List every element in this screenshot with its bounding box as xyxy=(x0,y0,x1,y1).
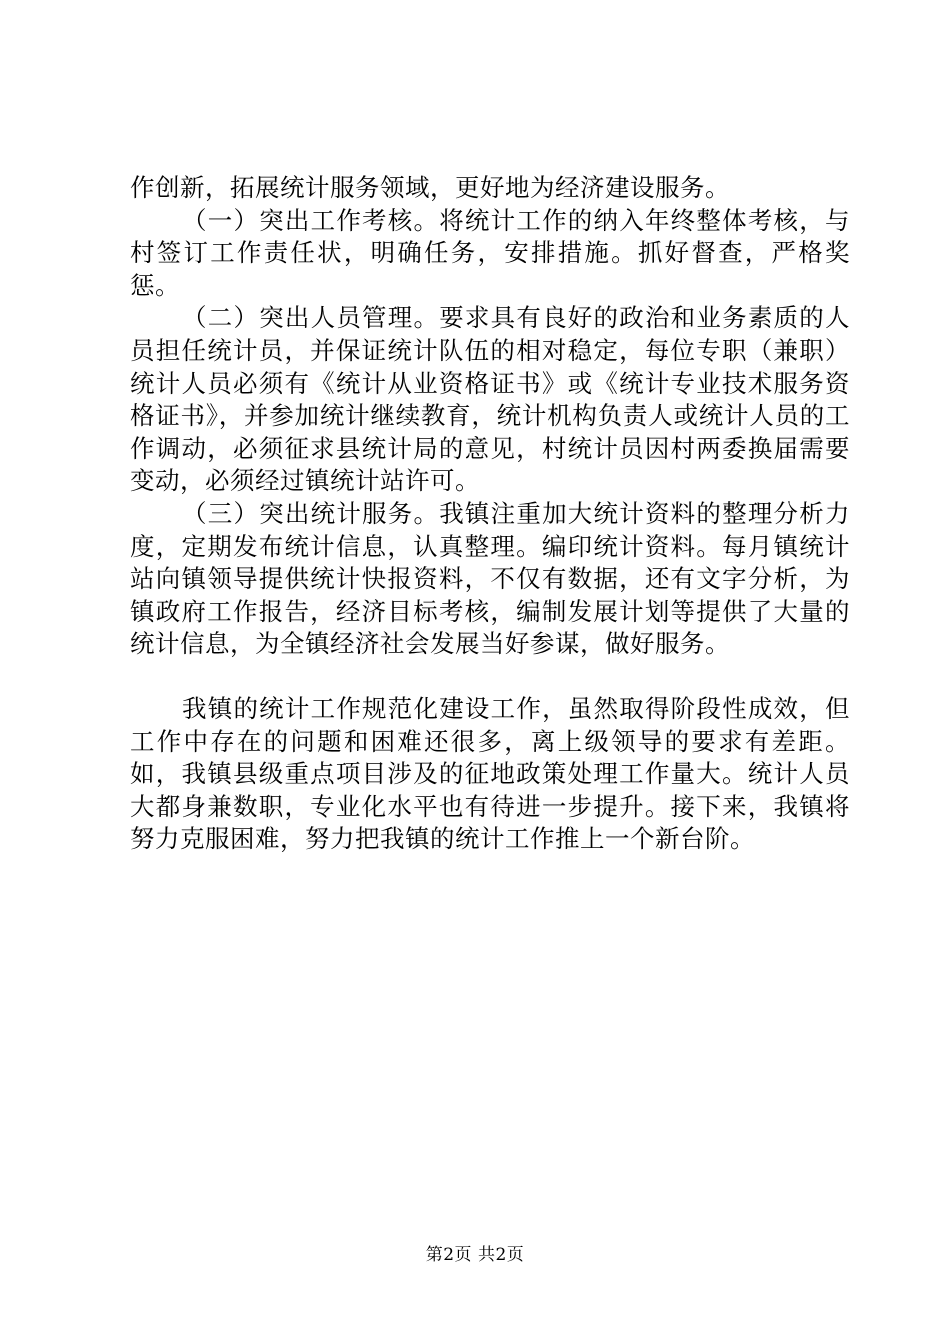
paragraph-continuation: 作创新，拓展统计服务领域，更好地为经济建设服务。 xyxy=(130,173,730,202)
paragraph-statistical-service: （三）突出统计服务。我镇注重加大统计资料的整理分析力度，定期发布统计信息，认真整理。编印统计资料。每月镇统计站向镇领导提供统计快报资料，不仅有数据，还有文字分析，为镇政府工作报告，经济目标考核，编制发展计划等提供了大量的统计信息，为全镇经济社会发展当好参谋，做好服务。 xyxy=(130,498,850,659)
document-body xyxy=(130,172,850,856)
paragraph-conclusion: 我镇的统计工作规范化建设工作，虽然取得阶段性成效，但工作中存在的问题和困难还很多，离上级领导的要求有差距。如，我镇县级重点项目涉及的征地政策处理工作量大。统计人员大都身兼数职，专业化水平也有待进一步提升。接下来，我镇将努力克服困难，努力把我镇的统计工作推上一个新台阶。 xyxy=(130,693,850,854)
paragraph-work-assessment: （一）突出工作考核。将统计工作的纳入年终整体考核，与村签订工作责任状，明确任务，安排措施。抓好督查，严格奖惩。 xyxy=(130,205,850,300)
paragraph-personnel-management: （二）突出人员管理。要求具有良好的政治和业务素质的人员担任统计员，并保证统计队伍的相对稳定，每位专职（兼职）统计人员必须有《统计从业资格证书》或《统计专业技术服务资格证书》，并参加统计继续教育，统计机构负责人或统计人员的工作调动，必须征求县统计局的意见，村统计员因村两委换届需要变动，必须经过镇统计站许可。 xyxy=(130,303,850,496)
page-number-footer: 第2页 共2页 xyxy=(425,1245,525,1265)
